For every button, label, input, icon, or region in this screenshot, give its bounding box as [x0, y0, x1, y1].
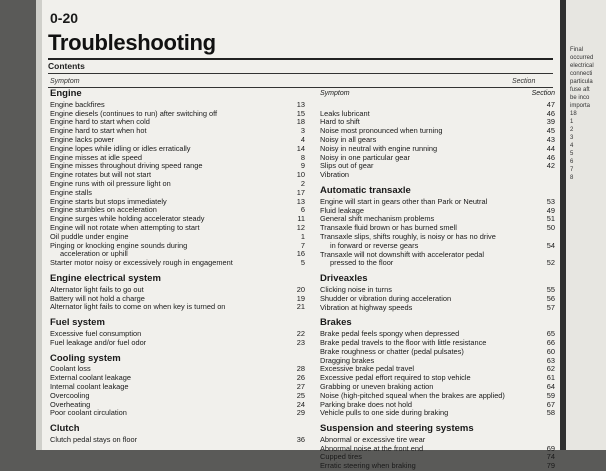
section-heading: Automatic transaxle — [320, 184, 411, 196]
section-number: 20 — [296, 284, 305, 294]
section-number: 24 — [296, 399, 305, 409]
section-number: 1 — [300, 231, 305, 241]
facing-page — [566, 0, 606, 450]
section-number: 61 — [546, 373, 555, 383]
symptom-label: Dragging brakes — [320, 355, 375, 365]
facing-page-text: occurred — [570, 55, 594, 61]
symptom-label: Vibration — [320, 170, 350, 180]
section-number: 43 — [546, 134, 555, 144]
section-heading: Clutch — [50, 423, 80, 435]
symptom-row[interactable] — [320, 462, 555, 471]
section-number: 14 — [296, 143, 305, 153]
symptom-label: Noisy in all gears — [320, 134, 377, 144]
symptom-label: Excessive brake pedal travel — [320, 364, 415, 374]
symptom-label: Clicking noise in turns — [320, 284, 392, 294]
symptom-label: Brake pedal feels spongy when depressed — [320, 329, 460, 339]
facing-page-text: connecti — [570, 71, 593, 77]
section-number: 55 — [546, 284, 555, 294]
symptom-row[interactable] — [320, 171, 555, 180]
section-number: 18 — [296, 117, 305, 127]
symptom-label: General shift mechanism problems — [320, 214, 435, 224]
section-number: 13 — [296, 99, 305, 109]
symptom-label: Excessive fuel consumption — [50, 328, 142, 338]
section-number: 74 — [546, 452, 555, 462]
symptom-label: External coolant leakage — [50, 373, 131, 383]
section-number: 17 — [296, 187, 305, 197]
facing-page-text: 3 — [570, 135, 574, 141]
section-number: 42 — [546, 161, 555, 171]
facing-page-text: Final — [570, 47, 584, 53]
symptom-label: Engine starts but stops immediately — [50, 196, 167, 206]
section-number: 15 — [296, 108, 305, 118]
symptom-label: pressed to the floor — [330, 258, 394, 268]
section-number: 23 — [296, 337, 305, 347]
symptom-row[interactable] — [320, 304, 555, 313]
facing-page-text: electrical — [570, 63, 594, 69]
section-heading: Engine — [50, 88, 82, 99]
section-number: 22 — [296, 328, 305, 338]
symptom-label: Cupped tires — [320, 452, 362, 462]
facing-page-text: 1 — [570, 119, 574, 125]
symptom-label: Grabbing or uneven braking action — [320, 381, 434, 391]
section-number: 27 — [296, 381, 305, 391]
symptom-label: Engine will start in gears other than Park or Neutral — [320, 196, 488, 206]
symptom-label: Slips out of gear — [320, 161, 374, 171]
symptom-row[interactable] — [320, 162, 555, 171]
section-number: 45 — [546, 126, 555, 136]
section-number: 3 — [300, 126, 305, 136]
section-number: 53 — [546, 196, 555, 206]
section-number: 5 — [300, 258, 305, 268]
title-rule — [48, 58, 553, 60]
symptom-header: Symptom — [50, 78, 80, 85]
symptom-label: Engine hard to start when cold — [50, 117, 150, 127]
symptom-label: Engine stalls — [50, 187, 92, 197]
section-number: 21 — [296, 302, 305, 312]
section-heading: Fuel system — [50, 317, 105, 329]
symptom-label: in forward or reverse gears — [330, 240, 419, 250]
section-number: 79 — [546, 461, 555, 471]
section-number: 10 — [296, 170, 305, 180]
section-number: 46 — [546, 108, 555, 118]
symptom-label: Engine lacks power — [50, 134, 115, 144]
symptom-label: Abnormal noise at the front end — [320, 443, 424, 453]
symptom-label: Vehicle pulls to one side during braking — [320, 408, 449, 418]
contents-rule — [48, 73, 553, 74]
symptom-label: Fuel leakage and/or fuel odor — [50, 337, 147, 347]
symptom-label: Engine misses at idle speed — [50, 152, 143, 162]
symptom-label: Engine surges while holding accelerator steady — [50, 214, 205, 224]
facing-page-text: 2 — [570, 127, 574, 133]
symptom-label: Overcooling — [50, 390, 90, 400]
section-number: 60 — [546, 346, 555, 356]
section-number: 29 — [296, 408, 305, 418]
facing-page-text: 7 — [570, 167, 574, 173]
section-number: 13 — [296, 196, 305, 206]
symptom-label: Engine rotates but will not start — [50, 170, 152, 180]
symptom-label: Brake pedal travels to the floor with little resistance — [320, 337, 487, 347]
facing-page-text: 6 — [570, 159, 574, 165]
symptom-label: Starter motor noisy or excessively rough in engagement — [50, 258, 233, 268]
section-number: 67 — [546, 399, 555, 409]
symptom-label: Engine misses throughout driving speed range — [50, 161, 203, 171]
symptom-label: Noisy in one particular gear — [320, 152, 410, 162]
section-number: 12 — [296, 222, 305, 232]
symptom-label: Shudder or vibration during acceleration — [320, 293, 452, 303]
symptom-label: Clutch pedal stays on floor — [50, 434, 138, 444]
facing-page-text: fuse aft — [570, 87, 590, 93]
header-rule — [48, 87, 553, 88]
symptom-label: Fluid leakage — [320, 205, 364, 215]
section-heading: Driveaxles — [320, 273, 368, 285]
symptom-label: Transaxle will not downshift with accelerator pedal — [320, 249, 485, 259]
section-number: 9 — [300, 161, 305, 171]
symptom-label: Oil puddle under engine — [50, 231, 129, 241]
column-header — [320, 90, 555, 99]
symptom-row[interactable] — [320, 409, 555, 418]
symptom-row[interactable] — [320, 259, 555, 268]
symptom-row[interactable] — [50, 409, 305, 418]
section-number: 69 — [546, 443, 555, 453]
symptom-label: Noise (high-pitched squeal when the brakes are applied) — [320, 390, 505, 400]
section-number: 56 — [546, 293, 555, 303]
section-number: 62 — [546, 364, 555, 374]
symptom-label: Excessive pedal effort required to stop vehicle — [320, 373, 471, 383]
section-number: 46 — [546, 152, 555, 162]
symptom-label: Battery will not hold a charge — [50, 293, 145, 303]
section-number: 57 — [546, 302, 555, 312]
section-number — [537, 171, 555, 180]
symptom-label: Engine stumbles on acceleration — [50, 205, 157, 215]
symptom-row[interactable] — [50, 436, 305, 445]
section-number: 65 — [546, 329, 555, 339]
page-number: 0-20 — [50, 10, 79, 26]
symptom-label: Alternator light fails to come on when key is turned on — [50, 302, 226, 312]
symptom-label: Coolant loss — [50, 364, 91, 374]
section-number: 52 — [546, 258, 555, 268]
left-column — [50, 90, 305, 445]
section-number: 7 — [300, 240, 305, 250]
section-number: 44 — [546, 143, 555, 153]
symptom-label: Poor coolant circulation — [50, 408, 127, 418]
facing-page-text: 8 — [570, 175, 574, 181]
contents-label: Contents — [48, 61, 85, 71]
symptom-label: Leaks lubricant — [320, 108, 370, 118]
symptom-label: Erratic steering when braking — [320, 461, 416, 471]
section-number: 39 — [546, 117, 555, 127]
section-number: 59 — [546, 390, 555, 400]
section-number: 26 — [296, 373, 305, 383]
section-number: 58 — [546, 408, 555, 418]
facing-page-text: 5 — [570, 151, 574, 157]
symptom-label: Engine will not rotate when attempting to start — [50, 222, 200, 232]
symptom-label: Engine hard to start when hot — [50, 126, 147, 136]
section-number: 47 — [546, 99, 555, 109]
section-number: 66 — [546, 337, 555, 347]
symptom-label: Brake roughness or chatter (pedal pulsates) — [320, 346, 464, 356]
symptom-label: Transaxle slips, shifts roughly, is noisy or has no drive — [320, 231, 496, 241]
symptom-label: Engine runs with oil pressure light on — [50, 178, 171, 188]
symptom-label: Noisy in neutral with engine running — [320, 143, 438, 153]
symptom-header: Symptom — [320, 90, 350, 97]
section-heading: Brakes — [320, 317, 352, 329]
section-number: 63 — [546, 355, 555, 365]
facing-page-text: be inco — [570, 95, 590, 101]
symptom-label: Pinging or knocking engine sounds during — [50, 240, 188, 250]
symptom-row[interactable] — [50, 303, 305, 312]
section-heading: Suspension and steering systems — [320, 423, 474, 435]
facing-page-text: 4 — [570, 143, 574, 149]
symptom-label: Overheating — [50, 399, 91, 409]
symptom-label: Transaxle fluid brown or has burned smell — [320, 223, 457, 233]
symptom-row[interactable] — [50, 339, 305, 348]
section-number: 50 — [546, 223, 555, 233]
section-number: 36 — [296, 434, 305, 444]
section-number: 54 — [546, 240, 555, 250]
section-number: 19 — [296, 293, 305, 303]
section-header: Section — [512, 78, 536, 85]
section-number: 4 — [300, 134, 305, 144]
symptom-label: Internal coolant leakage — [50, 381, 129, 391]
page-title: Troubleshooting — [48, 30, 216, 55]
book-page — [42, 0, 562, 471]
section-number: 6 — [300, 205, 305, 215]
facing-page-text: importa — [570, 103, 591, 109]
symptom-label: Abnormal or excessive tire wear — [320, 434, 426, 444]
facing-page-text: 18 — [570, 111, 577, 117]
symptom-label: acceleration or uphill — [60, 249, 128, 259]
symptom-label: Engine lopes while idling or idles erratically — [50, 143, 191, 153]
right-column — [320, 90, 555, 471]
symptom-label: Engine backfires — [50, 99, 105, 109]
section-number: 49 — [546, 205, 555, 215]
symptom-label: Engine diesels (continues to run) after switching off — [50, 108, 218, 118]
section-number: 16 — [296, 249, 305, 259]
section-number: 64 — [546, 381, 555, 391]
section-heading: Engine electrical system — [50, 272, 161, 284]
section-heading: Cooling system — [50, 352, 121, 364]
symptom-label: Alternator light fails to go out — [50, 284, 144, 294]
symptom-row[interactable] — [50, 259, 305, 268]
symptom-label: Noise most pronounced when turning — [320, 126, 443, 136]
section-number: 2 — [300, 178, 305, 188]
section-number: 25 — [296, 390, 305, 400]
symptom-label: Hard to shift — [320, 117, 360, 127]
section-number: 8 — [300, 152, 305, 162]
section-number: 11 — [297, 214, 305, 224]
symptom-label: Vibration at highway speeds — [320, 302, 413, 312]
section-number: 51 — [546, 214, 555, 224]
section-header: Section — [531, 90, 555, 97]
facing-page-text: particula — [570, 79, 593, 85]
symptom-label: Parking brake does not hold — [320, 399, 413, 409]
section-number: 28 — [296, 364, 305, 374]
